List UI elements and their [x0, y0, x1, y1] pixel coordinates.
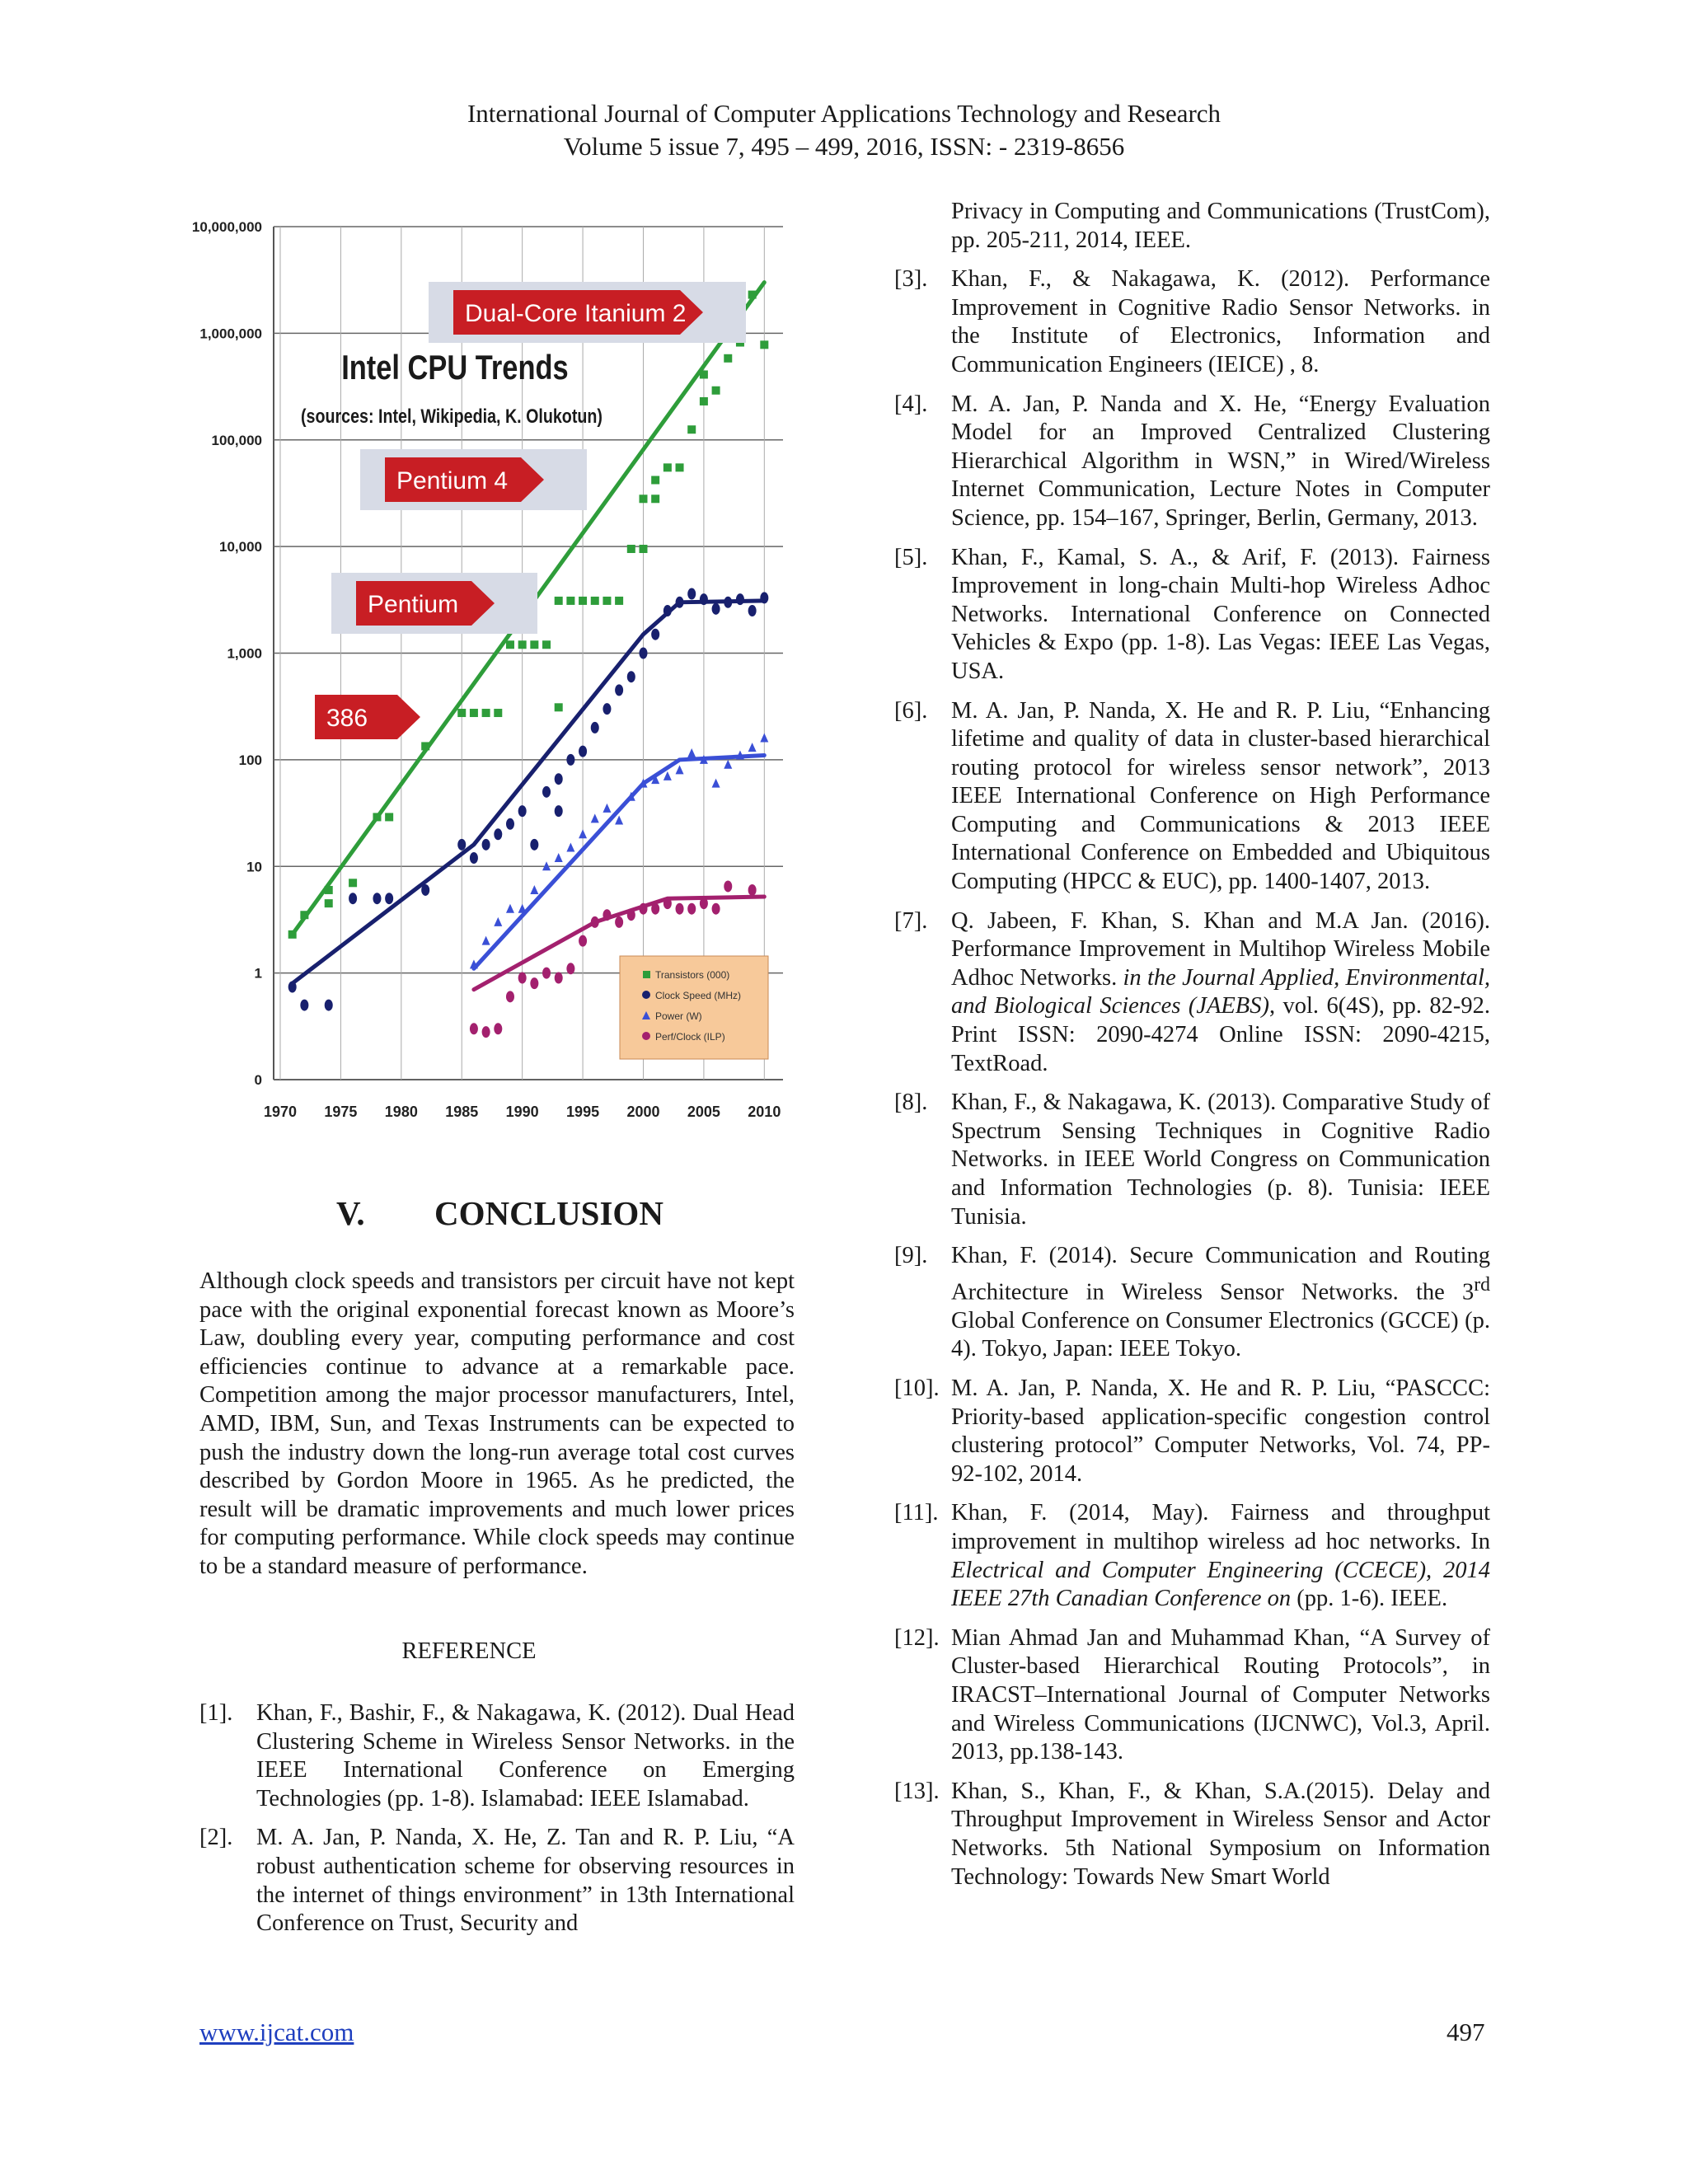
- reference-text: Khan, F. (2014). Secure Communication and Routing Architecture in Wireless Sensor Networks. the 3: [951, 1243, 1490, 1305]
- reference-item: [894, 1242, 1490, 1364]
- x-tick-label: 1975: [324, 1104, 358, 1120]
- journal-header: [0, 97, 1688, 163]
- data-point: [700, 370, 708, 378]
- data-point: [651, 476, 659, 484]
- reference-item: [894, 1624, 1490, 1767]
- x-tick-label: 1970: [263, 1104, 298, 1120]
- data-point: [325, 899, 333, 907]
- reference-text: Khan, F. (2014, May). Fairness and throughput improvement in multihop wireless ad hoc networks. In: [951, 1500, 1490, 1555]
- data-point: [566, 754, 574, 766]
- reference-text: M. A. Jan, P. Nanda, X. He and R. P. Liu, “PASCCC: Priority-based application-specific congestion control clustering protocol” Computer Networks, Vol. 74, PP-92-102, 2014.: [951, 1376, 1490, 1487]
- reference-number: [9].: [894, 1243, 928, 1269]
- data-point: [530, 885, 538, 894]
- journal-website-link[interactable]: www.ijcat.com: [199, 2018, 354, 2046]
- data-point: [579, 746, 587, 757]
- legend-marker: [643, 971, 650, 978]
- reference-number: [8].: [894, 1090, 928, 1116]
- data-point: [555, 972, 563, 984]
- reference-number: [10].: [894, 1376, 940, 1402]
- chart-title: Intel CPU Trends: [341, 348, 569, 387]
- data-point: [687, 588, 696, 600]
- reference-tail: Global Conference on Consumer Electronics (GCCE) (p. 4). Tokyo, Japan: IEEE Tokyo.: [951, 1307, 1490, 1362]
- data-point: [676, 765, 684, 774]
- legend-label: Transistors (000): [655, 969, 730, 981]
- reference-item: [894, 697, 1490, 897]
- reference-item: [199, 1824, 795, 1938]
- legend-marker: [642, 991, 650, 999]
- reference-number: [5].: [894, 544, 928, 570]
- x-tick-label: 1995: [566, 1104, 600, 1120]
- data-point: [373, 893, 381, 904]
- reference-number: [4].: [894, 391, 928, 417]
- data-point: [639, 648, 647, 659]
- data-point: [566, 597, 574, 605]
- data-point: [724, 760, 732, 769]
- data-point: [615, 815, 623, 824]
- data-point: [651, 903, 659, 915]
- y-tick-label: 1: [254, 965, 262, 982]
- data-point: [506, 991, 514, 1002]
- data-point: [591, 722, 599, 733]
- reference-text: Q. Jabeen, F. Khan, S. Khan and M.A Jan. (2016). Performance Improvement in Multihop Wireless Mobile Adhoc Networks.: [951, 907, 1490, 991]
- y-tick-label: 10: [246, 859, 262, 875]
- reference-number: [6].: [894, 697, 928, 724]
- data-point: [676, 463, 684, 471]
- data-point: [542, 640, 551, 649]
- data-point: [712, 387, 720, 395]
- data-point: [518, 972, 527, 984]
- legend-label: Clock Speed (MHz): [655, 990, 742, 1001]
- annotation-label: 386: [326, 705, 368, 732]
- data-point: [482, 1026, 490, 1038]
- y-tick-label: 0: [254, 1072, 262, 1088]
- data-point: [651, 629, 659, 640]
- section-number: V.: [336, 1194, 365, 1232]
- data-point: [506, 640, 514, 649]
- data-point: [542, 786, 551, 798]
- data-point: [712, 903, 720, 915]
- reference-text: Mian Ahmad Jan and Muhammad Khan, “A Survey of Cluster-based Hierarchical Routing Protocols”, in IRACST–International Journal of Computer Networks and Wireless Communications (IJCNWC), Vol.3, April. 2013, pp.138-143.: [951, 1624, 1490, 1765]
- reference-number: [7].: [894, 907, 928, 934]
- x-tick-label: 1985: [445, 1104, 479, 1120]
- data-point: [760, 340, 768, 349]
- trend-line: [293, 601, 765, 983]
- data-point: [603, 804, 611, 813]
- data-point: [506, 904, 514, 913]
- data-point: [639, 494, 647, 503]
- reference-number: [3].: [894, 266, 928, 293]
- reference-item: [894, 544, 1490, 687]
- reference-number: [11].: [894, 1500, 939, 1526]
- data-point: [748, 291, 757, 299]
- x-tick-label: 2000: [626, 1104, 660, 1120]
- reference-item: [894, 1375, 1490, 1488]
- reference-item: [894, 1778, 1490, 1891]
- data-point: [712, 779, 720, 788]
- data-point: [615, 684, 623, 696]
- reference-text: M. A. Jan, P. Nanda and X. He, “Energy Evaluation Model for an Improved Centralized Clustering Hierarchical Algorithm in WSN,” in Wired/Wireless Internet Communication, Lecture Notes in Computer Science, pp. 154–167, Springer, Berlin, Germany, 2013.: [951, 391, 1490, 531]
- data-point: [300, 1000, 308, 1011]
- data-point: [615, 916, 623, 928]
- reference-text: Khan, F., & Nakagawa, K. (2013). Comparative Study of Spectrum Sensing Techniques in Cognitive Radio Networks. in IEEE World Congress on Communication and Information Technologies (p. 8). Tunisia: IEEE Tunisia.: [951, 1090, 1490, 1230]
- data-point: [676, 903, 684, 915]
- journal-title: International Journal of Computer Applications Technology and Research: [467, 99, 1221, 128]
- data-point: [687, 425, 696, 434]
- data-point: [700, 898, 708, 909]
- intel-cpu-trends-chart: [191, 210, 795, 1146]
- chart-legend: [620, 956, 768, 1059]
- data-point: [651, 494, 659, 503]
- references-right-column: [894, 198, 1490, 1902]
- data-point: [736, 593, 744, 605]
- reference-tail: (pp. 1-6). IEEE.: [1291, 1586, 1448, 1612]
- data-point: [288, 930, 297, 939]
- reference-number: [1].: [199, 1700, 233, 1726]
- data-point: [724, 880, 732, 892]
- data-point: [687, 903, 696, 915]
- reference-heading: REFERENCE: [401, 1638, 537, 1664]
- reference-continuation: Privacy in Computing and Communications (TrustCom), pp. 205-211, 2014, IEEE.: [951, 199, 1490, 253]
- data-point: [300, 911, 308, 919]
- data-point: [760, 592, 768, 603]
- data-point: [494, 1023, 502, 1034]
- data-point: [748, 884, 757, 896]
- data-point: [663, 898, 672, 909]
- legend-label: Perf/Clock (ILP): [655, 1031, 725, 1043]
- data-point: [421, 884, 429, 896]
- data-point: [663, 605, 672, 616]
- data-point: [470, 1023, 478, 1034]
- data-point: [748, 605, 757, 616]
- data-point: [615, 597, 623, 605]
- data-point: [325, 1000, 333, 1011]
- data-point: [639, 903, 647, 915]
- x-tick-label: 2005: [687, 1104, 720, 1120]
- reference-number: [12].: [894, 1624, 940, 1651]
- annotation-label: Pentium: [368, 591, 459, 618]
- data-point: [566, 963, 574, 974]
- data-point: [760, 733, 768, 742]
- data-point: [591, 916, 599, 928]
- legend-marker: [642, 1032, 650, 1040]
- data-point: [494, 828, 502, 840]
- data-point: [555, 773, 563, 785]
- x-tick-label: 2010: [748, 1104, 781, 1120]
- y-tick-label: 10,000,000: [191, 219, 262, 235]
- chart-subtitle: (sources: Intel, Wikipedia, K. Olukotun): [301, 405, 603, 428]
- reference-item: [894, 265, 1490, 379]
- data-point: [482, 936, 490, 945]
- data-point: [700, 397, 708, 405]
- data-point: [579, 829, 587, 838]
- data-point: [639, 545, 647, 553]
- reference-text: Khan, S., Khan, F., & Khan, S.A.(2015). Delay and Throughput Improvement in Wireless Sensor and Actor Networks. 5th National Symposium on Information Technology: Towards New Smart World: [951, 1778, 1490, 1890]
- annotation-label: Dual-Core Itanium 2: [465, 300, 687, 327]
- data-point: [579, 597, 587, 605]
- reference-text: M. A. Jan, P. Nanda, X. He, Z. Tan and R. P. Liu, “A robust authentication scheme for observing resources in the internet of things environment” in 13th International Conference on Trust, Security and: [256, 1825, 795, 1937]
- data-point: [542, 968, 551, 979]
- reference-number: [2].: [199, 1825, 233, 1851]
- data-point: [566, 842, 574, 851]
- data-point: [627, 909, 635, 921]
- reference-superscript: rd: [1474, 1273, 1490, 1296]
- annotation-label: Pentium 4: [396, 467, 509, 494]
- y-tick-label: 100,000: [211, 432, 262, 448]
- reference-text: Khan, F., & Nakagawa, K. (2012). Performance Improvement in Cognitive Radio Sensor Networks. in the Institute of Electronics, Information and Communication Engineers (IEICE) , 8.: [951, 266, 1490, 377]
- data-point: [591, 597, 599, 605]
- data-point: [373, 813, 381, 821]
- data-point: [518, 904, 527, 913]
- data-point: [518, 640, 527, 649]
- data-point: [530, 640, 538, 649]
- legend-label: Power (W): [655, 1010, 702, 1022]
- data-point: [748, 743, 757, 752]
- references-left-column: [199, 1699, 795, 1949]
- data-point: [506, 818, 514, 830]
- data-point: [385, 893, 393, 904]
- y-tick-label: 10,000: [219, 539, 262, 555]
- data-point: [325, 886, 333, 894]
- data-point: [591, 813, 599, 823]
- y-tick-label: 1,000: [227, 645, 262, 662]
- data-point: [349, 893, 357, 904]
- data-point: [288, 982, 297, 993]
- y-tick-label: 1,000,000: [199, 326, 262, 342]
- data-point: [457, 839, 466, 851]
- data-point: [530, 839, 538, 851]
- y-tick-label: 100: [238, 752, 262, 768]
- data-point: [385, 813, 393, 821]
- reference-text: M. A. Jan, P. Nanda, X. He and R. P. Liu, “Enhancing lifetime and quality of data in cluster-based hierarchical routing protocol for wireless sensor network”, 2013 IEEE International Conference on High Performance Computing and Communications & 2013 IEEE International Conference on Embedded and Ubiquitous Computing (HPCC & EUC), pp. 1400-1407, 2013.: [951, 697, 1490, 895]
- data-point: [579, 935, 587, 947]
- data-point: [518, 805, 527, 817]
- x-tick-label: 1980: [384, 1104, 418, 1120]
- reference-tail: , vol. 6(4S), pp. 82-92. Print ISSN: 2090-4274 Online ISSN: 2090-4215, TextRoad.: [951, 993, 1490, 1076]
- reference-journal: Electrical and Computer Engineering (CCECE), 2014 IEEE 27th Canadian Conference on: [951, 1557, 1490, 1612]
- data-point: [470, 852, 478, 864]
- data-point: [627, 545, 635, 553]
- data-point: [494, 917, 502, 926]
- data-point: [663, 463, 672, 471]
- data-point: [627, 671, 635, 682]
- reference-journal: in the Journal Applied, Environmental, and Biological Sciences (JAEBS): [951, 964, 1491, 1019]
- data-point: [349, 879, 357, 887]
- reference-number: [13].: [894, 1778, 940, 1804]
- data-point: [494, 709, 502, 717]
- conclusion-paragraph: Although clock speeds and transistors per circuit have not kept pace with the original exponential forecast known as Moore’s Law, doubling every year, computing performance and cost efficiencies continue to advance at a remarkable pace. Competition among the major processor manufacturers, Intel, AMD, IBM, Sun, and Texas Instruments can be expected to push the industry down the long-run average total cost curves described by Gordon Moore in 1965. As he predicted, the result will be dramatic improvements and much lower prices for computing performance. While clock speeds may continue to be a standard measure of performance.: [199, 1268, 795, 1579]
- data-point: [482, 709, 490, 717]
- reference-text: Khan, F., Kamal, S. A., & Arif, F. (2013). Fairness Improvement in long-chain Multi-hop Wireless Adhoc Networks. International Conference on Connected Vehicles & Expo (pp. 1-8). Las Vegas: IEEE Las Vegas, USA.: [951, 544, 1490, 684]
- data-point: [482, 839, 490, 851]
- reference-item: [199, 1699, 795, 1813]
- section-title: CONCLUSION: [434, 1194, 663, 1232]
- data-point: [700, 593, 708, 605]
- data-point: [457, 709, 466, 717]
- data-point: [676, 597, 684, 608]
- data-point: [663, 771, 672, 780]
- data-point: [724, 597, 732, 608]
- data-point: [421, 742, 429, 750]
- data-point: [603, 909, 611, 921]
- reference-item: [894, 391, 1490, 533]
- data-point: [470, 709, 478, 717]
- data-point: [603, 703, 611, 715]
- data-point: [603, 597, 611, 605]
- reference-item: [894, 1499, 1490, 1613]
- data-point: [530, 977, 538, 989]
- data-point: [712, 603, 720, 615]
- data-point: [687, 748, 696, 757]
- reference-text: Khan, F., Bashir, F., & Nakagawa, K. (2012). Dual Head Clustering Scheme in Wireless Sensor Networks. in the IEEE International Conference on Emerging Technologies (pp. 1-8). Islamabad: IEEE Islamabad.: [256, 1700, 795, 1811]
- reference-item: [894, 1089, 1490, 1231]
- data-point: [555, 597, 563, 605]
- data-point: [555, 853, 563, 862]
- page-number: 497: [1447, 2018, 1485, 2046]
- x-tick-label: 1990: [505, 1104, 539, 1120]
- reference-item: [894, 907, 1490, 1079]
- data-point: [555, 703, 563, 711]
- data-point: [555, 805, 563, 817]
- journal-volume: Volume 5 issue 7, 495 – 499, 2016, ISSN: - 2319-8656: [563, 132, 1125, 161]
- data-point: [724, 354, 732, 363]
